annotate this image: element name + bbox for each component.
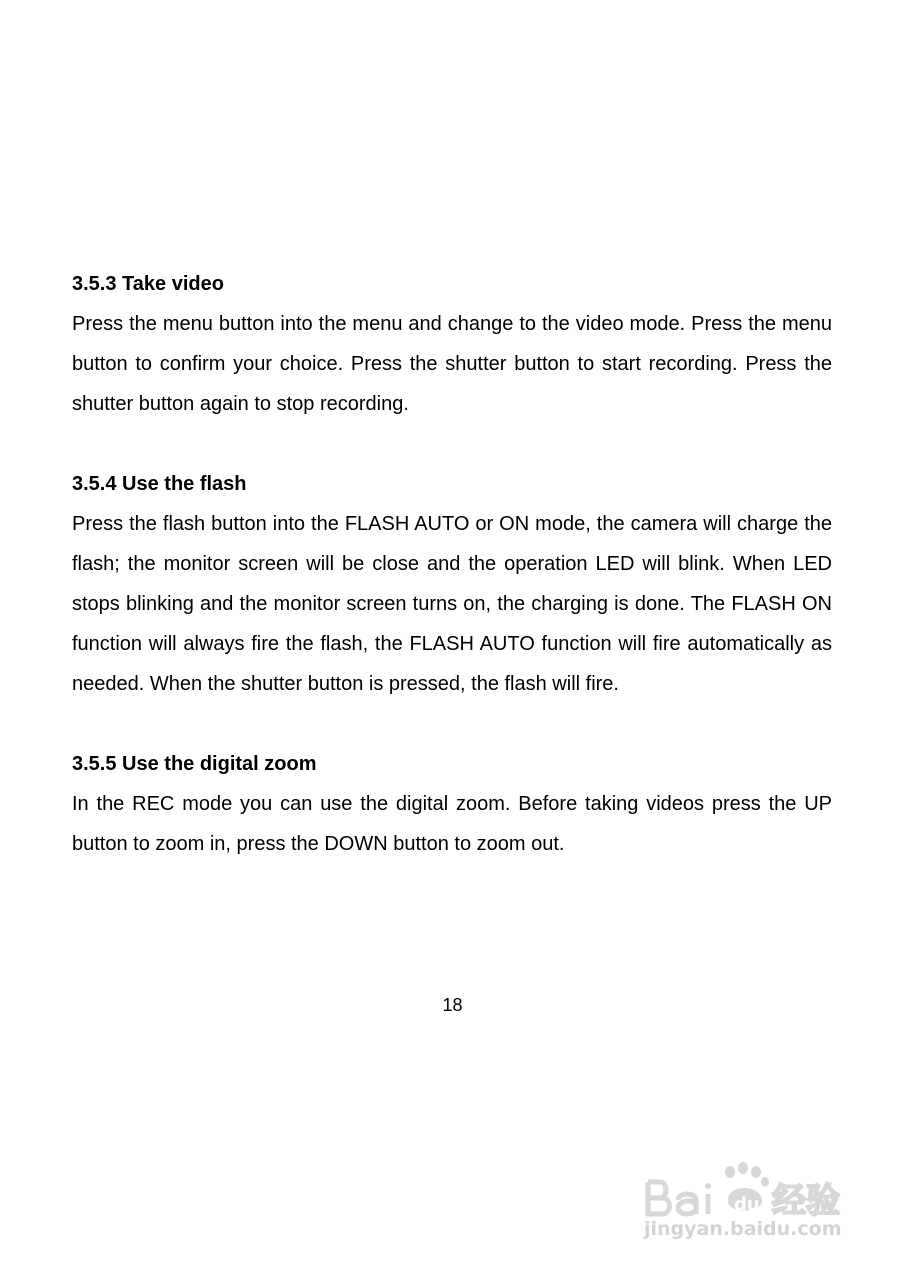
section-use-flash: [72, 464, 832, 704]
svg-text:du: du: [734, 1194, 760, 1215]
watermark-url: jingyan.baidu.com: [644, 1218, 842, 1240]
section-body: Press the menu button into the menu and change to the video mode. Press the menu button to confirm your choice. Press the shutter button to start recording. Press the shutter button again to stop recording.: [72, 313, 832, 415]
section-body: In the REC mode you can use the digital zoom. Before taking videos press the UP button to zoom in, press the DOWN button to zoom out.: [72, 793, 832, 855]
baidu-jingyan-logo: [640, 1160, 852, 1220]
section-heading: 3.5.4 Use the flash: [72, 473, 247, 495]
watermark: [636, 1140, 856, 1250]
page-number: 18: [442, 995, 463, 1015]
section-heading: 3.5.3 Take video: [72, 273, 224, 295]
section-body: Press the flash button into the FLASH AUTO or ON mode, the camera will charge the flash; the monitor screen will be close and the operation LED will blink. When LED stops blinking and the monitor screen turns on, the charging is done. The FLASH ON function will always fire the flash, the FLASH AUTO function will fire automatically as needed. When the shutter button is pressed, the flash will fire.: [72, 513, 832, 695]
section-take-video: [72, 264, 832, 424]
section-heading: 3.5.5 Use the digital zoom: [72, 753, 317, 775]
section-digital-zoom: [72, 744, 832, 864]
page-content: [72, 264, 832, 904]
svg-text:经验: 经验: [772, 1181, 840, 1220]
